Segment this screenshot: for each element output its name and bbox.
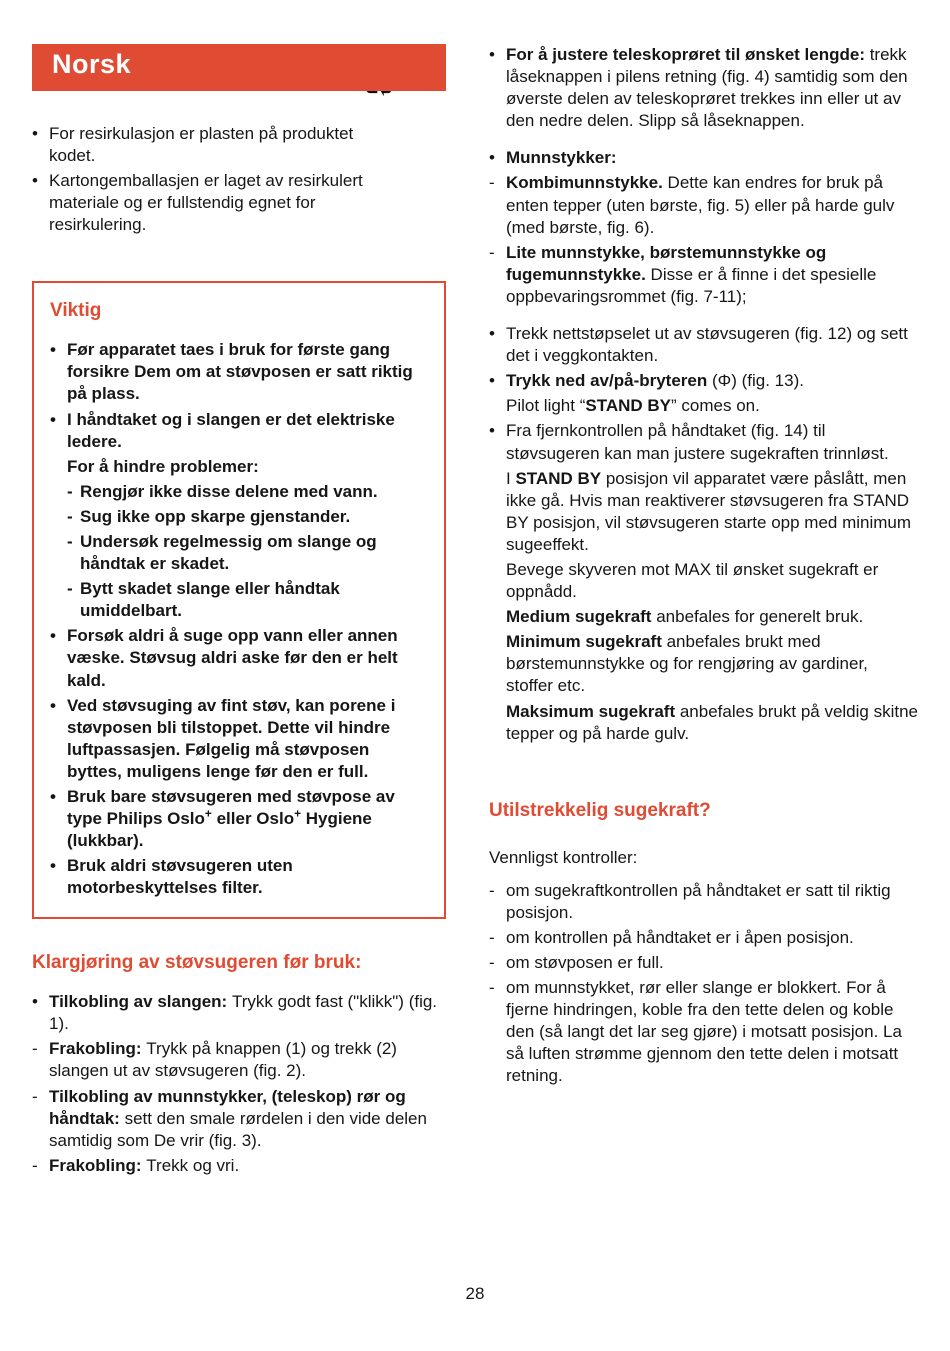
list-item <box>50 695 428 783</box>
list-item <box>50 339 428 405</box>
left-column <box>32 44 446 1180</box>
language-banner: Norsk <box>32 44 446 91</box>
dash-marker: - <box>489 952 495 972</box>
list-item-text: Tilkobling av slangen: Trykk godt fast ("klikk") (fig. 1). <box>49 992 438 1034</box>
list-item-text: I håndtaket og i slangen er det elektriske ledere. <box>67 409 395 451</box>
list-item-text: Frakobling: Trykk på knappen (1) og trekk (2) slangen ut av støvsugeren (fig. 2). <box>49 1039 397 1081</box>
bullet-marker <box>50 456 67 478</box>
list-item <box>32 123 374 167</box>
dash-marker: - <box>489 977 495 997</box>
bullet-marker: • <box>50 340 56 360</box>
list-item <box>32 170 374 236</box>
bullet-marker: • <box>50 626 56 646</box>
list-item-text: om sugekraftkontrollen på håndtaket er satt til riktig posisjon. <box>506 880 891 922</box>
list-item-text: om kontrollen på håndtaket er i åpen posisjon. <box>506 927 854 947</box>
preparation-list <box>32 991 446 1177</box>
important-box <box>32 281 446 919</box>
list-item-text: Trekk nettstøpselet ut av støvsugeren (fig. 12) og sett det i veggkontakten. <box>506 324 908 366</box>
list-item-text: Tilkobling av munnstykker, (teleskop) rør og håndtak: sett den smale rørdelen i den vide delen samtidig som De vrir (fig. 3). <box>49 1086 427 1150</box>
list-item <box>50 786 428 852</box>
list-item-text: Frakobling: Trekk og vri. <box>49 1155 240 1175</box>
bullet-marker: • <box>489 45 495 64</box>
bullet-marker: • <box>32 124 38 144</box>
bullet-marker: • <box>489 148 495 168</box>
bullet-marker: • <box>50 856 56 876</box>
dash-marker: - <box>67 481 73 501</box>
list-item-text: For resirkulasjon er plasten på produktet kodet. <box>49 124 354 166</box>
dash-marker: - <box>489 880 495 900</box>
suction-check-list <box>489 880 919 1088</box>
list-item <box>489 323 919 367</box>
bullet-marker: • <box>489 421 495 441</box>
list-item-text: Trykk ned av/på-bryteren (Φ) (fig. 13). <box>506 371 804 391</box>
list-item-text: om støvposen er full. <box>506 952 664 972</box>
list-item-text: Pilot light “STAND BY” comes on. <box>506 396 760 416</box>
no-marker <box>489 468 506 556</box>
list-item-text: Forsøk aldri å suge opp vann eller annen væske. Støvsug aldri aske før den er helt kald. <box>67 626 398 690</box>
list-item <box>489 606 919 628</box>
list-item <box>489 880 919 924</box>
list-item-text: Rengjør ikke disse delene med vann. <box>80 481 378 501</box>
list-item-text: Ved støvsuging av fint støv, kan porene i støvposen bli tilstoppet. Dette vil hindre luftpassasjen. Følgelig må støvposen byttes, muligens lenge før den er full. <box>67 695 396 781</box>
dash-marker: - <box>67 506 73 526</box>
list-item <box>50 409 428 453</box>
page-number: 28 <box>465 1284 485 1303</box>
list-item-text: Undersøk regelmessig om slange og håndtak er skadet. <box>80 532 377 574</box>
list-item-text: Kartongemballasjen er laget av resirkulert materiale og er fullstendig egnet for resirkulering. <box>49 171 363 235</box>
list-item <box>489 420 919 464</box>
list-item <box>489 395 919 417</box>
no-marker <box>489 701 506 745</box>
bullet-marker: • <box>32 171 38 191</box>
list-item-text: Før apparatet taes i bruk for første gang forsikre Dem om at støvposen er satt riktig på plass. <box>67 340 413 404</box>
dash-marker: - <box>32 1086 38 1106</box>
list-item <box>67 578 428 622</box>
bullet-marker: • <box>489 371 495 391</box>
list-item <box>489 468 919 556</box>
list-item-text: Medium sugekraft anbefales for generelt bruk. <box>506 607 864 627</box>
bullet-marker: • <box>50 695 56 715</box>
list-item <box>489 927 919 949</box>
list-item <box>489 370 919 392</box>
list-item <box>32 1155 446 1177</box>
list-item <box>67 506 428 528</box>
list-item <box>32 1038 446 1082</box>
list-item <box>489 701 919 745</box>
list-item <box>32 1086 446 1152</box>
dash-marker: - <box>67 579 73 599</box>
right-column <box>489 44 919 1090</box>
list-item-text: Maksimum sugekraft anbefales brukt på veldig skitne tepper og på harde gulv. <box>506 701 918 743</box>
list-item <box>489 952 919 974</box>
list-item-text: For å hindre problemer: <box>67 456 259 476</box>
list-item-text: Bruk aldri støvsugeren uten motorbeskyttelses filter. <box>67 856 293 898</box>
list-item <box>50 625 428 691</box>
list-item-text: om munnstykket, rør eller slange er blokkert. For å fjerne hindringen, koble fra den tette delen og koble den (så langt det lar seg gjøre) i motsatt posisjon. La så luften strømme gjennom den tette delen i motsatt retning. <box>506 977 902 1086</box>
list-item-text: Lite munnstykke, børstemunnstykke og fugemunnstykke. Disse er å finne i det spesielle oppbevaringsrommet (fig. 7-11); <box>506 242 877 306</box>
dash-marker: - <box>67 532 73 551</box>
dash-marker: - <box>489 927 495 947</box>
list-item-text: I STAND BY posisjon vil apparatet være påslått, men ikke gå. Hvis man reaktiverer støvsugeren fra STAND BY posisjon, vil støvsugeren starte opp med minimum sugeeffekt. <box>506 468 912 554</box>
section-heading-insufficient-suction: Utilstrekkelig sugekraft? <box>489 799 711 821</box>
dash-marker: - <box>489 242 495 262</box>
section-heading-preparation: Klargjøring av støvsugeren før bruk: <box>32 951 362 973</box>
dash-marker: - <box>32 1039 38 1059</box>
list-item-text: Kombimunnstykke. Dette kan endres for bruk på enten tepper (uten børste, fig. 5) eller på harde gulv (med børste, fig. 6). <box>506 173 895 237</box>
recycling-intro-list <box>32 123 374 236</box>
list-item <box>489 44 919 132</box>
dash-marker: - <box>489 173 495 193</box>
list-item-text: Munnstykker: <box>506 148 617 168</box>
list-item <box>489 631 919 697</box>
no-marker <box>489 559 506 603</box>
bullet-marker: • <box>489 324 495 344</box>
suction-intro-text: Vennligst kontroller: <box>489 848 638 868</box>
list-item-text: For å justere teleskoprøret til ønsket lengde: trekk låseknappen i pilens retning (fig. 4) samtidig som den øverste delen av teleskoprøret trekkes inn eller ut av den nedre delen. Slipp så låseknappen. <box>506 45 908 131</box>
list-item <box>489 147 919 169</box>
dash-marker: - <box>32 1155 38 1175</box>
list-item-text: Sug ikke opp skarpe gjenstander. <box>80 506 351 526</box>
list-item <box>67 531 428 575</box>
no-marker <box>489 395 506 417</box>
important-box-title: Viktig <box>50 299 102 321</box>
list-item-text: Bruk bare støvsugeren med støvpose av type Philips Oslo+ eller Oslo+ Hygiene (lukkbar). <box>67 787 395 851</box>
list-item-text: Bytt skadet slange eller håndtak umiddelbart. <box>80 579 340 621</box>
list-item <box>32 991 446 1035</box>
list-item <box>489 242 919 308</box>
no-marker <box>489 631 506 697</box>
list-item <box>67 481 428 503</box>
list-item-text: Fra fjernkontrollen på håndtaket (fig. 14) til støvsugeren kan man justere sugekraften trinnløst. <box>506 421 889 463</box>
bullet-marker: • <box>50 409 56 429</box>
list-item <box>489 559 919 603</box>
list-item-text: Minimum sugekraft anbefales brukt med børstemunnstykke og for rengjøring av gardiner, stoffer etc. <box>506 632 868 696</box>
list-item <box>50 855 428 899</box>
bullet-marker: • <box>50 787 56 807</box>
bullet-marker: • <box>32 992 38 1012</box>
list-item <box>50 456 428 478</box>
list-item <box>489 172 919 238</box>
list-item-text: Bevege skyveren mot MAX til ønsket sugekraft er oppnådd. <box>506 559 879 602</box>
no-marker <box>489 606 506 628</box>
list-item <box>489 977 919 1087</box>
